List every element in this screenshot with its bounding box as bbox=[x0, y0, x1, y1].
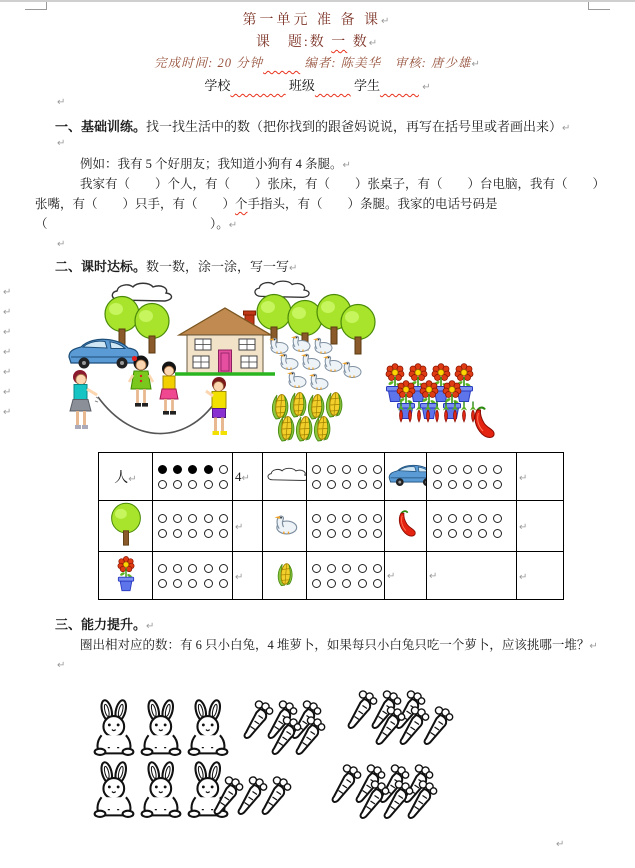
pilcrow-mark: ↵ bbox=[57, 97, 66, 108]
car-icon bbox=[69, 339, 138, 368]
girl-rope-turner-icon bbox=[70, 370, 99, 429]
section1-heading-bold: 一、基础训练。 bbox=[55, 119, 147, 134]
topic-underlined-char: 一 bbox=[331, 35, 348, 50]
empty-circle[interactable] bbox=[173, 529, 182, 538]
empty-circle[interactable] bbox=[173, 564, 182, 573]
section3-heading bbox=[55, 614, 605, 633]
count-table bbox=[98, 452, 564, 600]
class-blank-field[interactable] bbox=[315, 78, 351, 94]
pepper-icon bbox=[385, 501, 427, 552]
empty-circle[interactable] bbox=[219, 480, 228, 489]
empty-circle[interactable] bbox=[342, 514, 351, 523]
corn-group bbox=[272, 392, 342, 441]
empty-circle[interactable] bbox=[342, 465, 351, 474]
misspell-underlined-char: 个 bbox=[235, 197, 248, 211]
reviewer-label: 审核: 唐少雄 bbox=[394, 56, 472, 70]
count-circles-cell[interactable] bbox=[153, 552, 233, 600]
empty-circle[interactable] bbox=[358, 579, 367, 588]
empty-circle[interactable] bbox=[448, 480, 457, 489]
goose-icon bbox=[287, 372, 306, 387]
corn-icon bbox=[314, 416, 330, 441]
empty-circle[interactable] bbox=[204, 529, 213, 538]
count-circles-cell[interactable] bbox=[307, 501, 385, 552]
geese-flock bbox=[269, 336, 361, 389]
empty-circle[interactable] bbox=[433, 465, 442, 474]
corn-icon bbox=[272, 394, 288, 419]
counting-scene bbox=[0, 279, 635, 449]
carrot-pile-1[interactable] bbox=[240, 699, 326, 757]
empty-cell[interactable]: ↵ bbox=[427, 552, 517, 600]
time-label: 完成时间: 20 分钟 bbox=[154, 56, 264, 70]
empty-circle[interactable] bbox=[327, 465, 336, 474]
answer-cell[interactable]: ↵ bbox=[233, 552, 263, 600]
empty-circle[interactable] bbox=[188, 529, 197, 538]
margin-corner-mark-right bbox=[588, 2, 610, 10]
empty-circle[interactable] bbox=[173, 480, 182, 489]
goose-icon bbox=[309, 374, 328, 389]
empty-circle[interactable] bbox=[463, 480, 472, 489]
unit-title: 第一单元 准 备 课↵ bbox=[242, 13, 393, 28]
pilcrow-mark: ↵ bbox=[146, 621, 155, 632]
count-circles-cell[interactable] bbox=[427, 453, 517, 501]
goose-icon bbox=[263, 501, 307, 552]
empty-circle[interactable] bbox=[158, 579, 167, 588]
rabbits-and-carrots-figure bbox=[0, 683, 635, 868]
example-sentence: 例如：我有 5 个好朋友；我知道小狗有 4 条腿。↵ bbox=[80, 157, 351, 171]
carrot-icon bbox=[258, 775, 292, 817]
fill-in-paragraph[interactable]: 我家有（ ）个人，有（ ）张床，有（ ）张桌子，有（ ）台电脑，我有（ ）张嘴，有（ ）只手，有（ ）个手指头，有（ ）条腿。我家的电话号码是（ ）。↵ bbox=[35, 177, 606, 231]
carrot-icon bbox=[292, 715, 326, 757]
empty-circle[interactable] bbox=[358, 480, 367, 489]
empty-circle[interactable] bbox=[478, 529, 487, 538]
empty-circle[interactable] bbox=[448, 514, 457, 523]
empty-circle[interactable] bbox=[358, 465, 367, 474]
worksheet-header bbox=[0, 0, 635, 94]
filled-circle[interactable] bbox=[173, 465, 182, 474]
empty-circle[interactable] bbox=[342, 564, 351, 573]
answer-cell[interactable]: ↵ bbox=[517, 552, 564, 600]
goose-icon bbox=[301, 354, 320, 369]
empty-circle[interactable] bbox=[188, 564, 197, 573]
section1-heading bbox=[55, 116, 605, 135]
empty-circle[interactable] bbox=[219, 579, 228, 588]
rabbit-icon bbox=[139, 699, 183, 757]
filled-circle[interactable] bbox=[204, 465, 213, 474]
empty-circle[interactable] bbox=[493, 529, 502, 538]
goose-icon bbox=[313, 338, 332, 353]
empty-circle[interactable] bbox=[219, 529, 228, 538]
empty-circle[interactable] bbox=[158, 529, 167, 538]
empty-circle[interactable] bbox=[463, 529, 472, 538]
empty-circle[interactable] bbox=[173, 514, 182, 523]
car-icon bbox=[385, 453, 427, 501]
tree-icon bbox=[99, 501, 153, 552]
paragraph-marks-column: ↵ ↵ ↵ ↵ ↵ ↵ ↵ bbox=[3, 287, 12, 418]
tree-icon bbox=[341, 305, 375, 355]
pilcrow-mark: ↵ bbox=[57, 138, 66, 149]
empty-circle[interactable] bbox=[448, 529, 457, 538]
empty-circle[interactable] bbox=[312, 579, 321, 588]
rabbit-icon bbox=[92, 699, 136, 757]
empty-circle[interactable] bbox=[204, 514, 213, 523]
empty-circle[interactable] bbox=[478, 465, 487, 474]
section2-heading-rest: 数一数，涂一涂，写一写 bbox=[146, 259, 290, 274]
empty-circle[interactable] bbox=[312, 480, 321, 489]
answer-cell[interactable]: ↵ bbox=[517, 501, 564, 552]
empty-circle[interactable] bbox=[327, 579, 336, 588]
carrot-icon bbox=[404, 779, 438, 821]
empty-circle[interactable] bbox=[433, 529, 442, 538]
school-label: 学校 bbox=[204, 78, 231, 93]
tree-icon bbox=[135, 304, 169, 354]
empty-circle[interactable] bbox=[188, 514, 197, 523]
tree-icon bbox=[105, 297, 139, 347]
empty-circle[interactable] bbox=[312, 465, 321, 474]
jump-rope bbox=[98, 397, 216, 434]
count-circles-cell[interactable] bbox=[307, 453, 385, 501]
empty-circle[interactable] bbox=[327, 564, 336, 573]
goose-icon bbox=[323, 356, 342, 371]
empty-circle[interactable] bbox=[478, 514, 487, 523]
lesson-topic: 课 题:数 一 数↵ bbox=[255, 35, 380, 50]
pepper-icon bbox=[461, 402, 467, 423]
empty-circle[interactable] bbox=[373, 465, 382, 474]
empty-circle[interactable] bbox=[312, 529, 321, 538]
corn-icon bbox=[326, 392, 342, 417]
empty-circle[interactable] bbox=[219, 465, 228, 474]
empty-circle[interactable] bbox=[463, 465, 472, 474]
corn-icon bbox=[278, 416, 294, 441]
empty-circle[interactable] bbox=[433, 480, 442, 489]
object-label: 人↵ bbox=[99, 453, 153, 501]
empty-circle[interactable] bbox=[219, 564, 228, 573]
corn-icon bbox=[290, 392, 306, 417]
empty-circle[interactable] bbox=[463, 514, 472, 523]
meta-line bbox=[0, 53, 635, 71]
count-circles-cell[interactable] bbox=[307, 552, 385, 600]
filled-circle[interactable] bbox=[188, 465, 197, 474]
cloud-icon bbox=[263, 453, 307, 501]
corn-icon bbox=[308, 394, 324, 419]
carrot-icon bbox=[420, 705, 454, 747]
count-table-row bbox=[99, 552, 564, 600]
empty-circle[interactable] bbox=[373, 579, 382, 588]
rabbit-icon bbox=[139, 761, 183, 819]
time-blank-field[interactable] bbox=[263, 56, 300, 71]
answer-cell[interactable]: ↵ bbox=[517, 453, 564, 501]
empty-circle[interactable] bbox=[358, 529, 367, 538]
pilcrow-mark: ↵ bbox=[422, 82, 431, 93]
empty-circle[interactable] bbox=[448, 465, 457, 474]
section3-question: 圈出相对应的数：有 6 只小白兔，4 堆萝卜，如果每只小白兔只吃一个萝卜，应该挑哪一堆？↵ bbox=[80, 638, 598, 652]
empty-circle[interactable] bbox=[433, 514, 442, 523]
goose-icon bbox=[269, 338, 288, 353]
empty-circle[interactable] bbox=[173, 579, 182, 588]
rabbit-icon bbox=[186, 699, 230, 757]
empty-circle[interactable] bbox=[478, 480, 487, 489]
student-blank-field[interactable] bbox=[380, 78, 419, 94]
pilcrow-mark: ↵ bbox=[562, 123, 571, 134]
pilcrow-mark: ↵ bbox=[381, 16, 393, 27]
count-table-row bbox=[99, 453, 564, 501]
pilcrow-mark: ↵ bbox=[342, 160, 351, 171]
pilcrow-mark: ↵ bbox=[57, 660, 66, 671]
empty-circle[interactable] bbox=[158, 514, 167, 523]
answer-cell[interactable]: 4↵ bbox=[233, 453, 263, 501]
section1-heading-rest: 找一找生活中的数（把你找到的跟爸妈说说，再写在括号里或者画出来） bbox=[146, 119, 563, 134]
section2-heading bbox=[55, 256, 605, 275]
student-label: 学生 bbox=[353, 78, 380, 93]
pilcrow-mark: ↵ bbox=[368, 38, 380, 49]
editor-label: 编者: 陈美华 bbox=[304, 56, 382, 70]
empty-circle[interactable] bbox=[493, 480, 502, 489]
answer-cell[interactable]: ↵ bbox=[233, 501, 263, 552]
empty-circle[interactable] bbox=[204, 480, 213, 489]
empty-circle[interactable] bbox=[358, 564, 367, 573]
carrot-pile-3[interactable] bbox=[344, 689, 454, 747]
corn-icon bbox=[296, 416, 312, 441]
empty-circle[interactable] bbox=[342, 579, 351, 588]
count-circles-cell[interactable] bbox=[153, 501, 233, 552]
empty-circle[interactable] bbox=[493, 465, 502, 474]
count-circles-cell[interactable] bbox=[427, 501, 517, 552]
empty-circle[interactable] bbox=[327, 480, 336, 489]
pilcrow-mark: ↵ bbox=[57, 239, 66, 250]
identity-line bbox=[0, 75, 635, 94]
carrot-pile-4[interactable] bbox=[328, 763, 438, 821]
girl-yellow-top-icon bbox=[160, 362, 178, 415]
rabbit-icon bbox=[92, 761, 136, 819]
empty-circle[interactable] bbox=[204, 579, 213, 588]
section2-heading-bold: 二、课时达标。 bbox=[55, 259, 147, 274]
empty-circle[interactable] bbox=[373, 514, 382, 523]
count-circles-cell[interactable] bbox=[153, 453, 233, 501]
empty-circle[interactable] bbox=[373, 529, 382, 538]
pilcrow-mark: ↵ bbox=[289, 263, 298, 274]
filled-circle[interactable] bbox=[158, 465, 167, 474]
empty-cell[interactable]: ↵ bbox=[385, 552, 427, 600]
empty-circle[interactable] bbox=[327, 514, 336, 523]
empty-circle[interactable] bbox=[327, 529, 336, 538]
pilcrow-mark: ↵ bbox=[589, 641, 598, 652]
empty-circle[interactable] bbox=[158, 564, 167, 573]
empty-circle[interactable] bbox=[188, 579, 197, 588]
pilcrow-mark: ↵ bbox=[471, 59, 481, 70]
class-label: 班级 bbox=[288, 78, 315, 93]
goose-icon bbox=[279, 354, 298, 369]
empty-circle[interactable] bbox=[312, 514, 321, 523]
corn-icon bbox=[263, 552, 307, 600]
empty-circle[interactable] bbox=[342, 480, 351, 489]
scene-illustration bbox=[38, 279, 558, 447]
school-blank-field[interactable] bbox=[230, 78, 285, 94]
pilcrow-mark: ↵ bbox=[228, 220, 238, 231]
empty-circle[interactable] bbox=[204, 564, 213, 573]
empty-circle[interactable] bbox=[188, 480, 197, 489]
empty-circle[interactable] bbox=[373, 564, 382, 573]
empty-circle[interactable] bbox=[493, 514, 502, 523]
pilcrow-mark: ↵ bbox=[556, 839, 565, 850]
big-pepper-icon bbox=[475, 408, 494, 438]
page-top-border bbox=[0, 0, 635, 2]
boy-rope-turner-icon bbox=[206, 377, 227, 435]
empty-circle[interactable] bbox=[158, 480, 167, 489]
count-table-row bbox=[99, 501, 564, 552]
empty-circle[interactable] bbox=[312, 564, 321, 573]
empty-circle[interactable] bbox=[342, 529, 351, 538]
empty-circle[interactable] bbox=[373, 480, 382, 489]
margin-corner-mark-left bbox=[25, 2, 47, 10]
flowerpot-icon bbox=[99, 552, 153, 600]
cloud-icon bbox=[255, 281, 309, 297]
flower-pot-group bbox=[386, 364, 473, 419]
carrot-pile-2[interactable] bbox=[210, 775, 292, 817]
empty-circle[interactable] bbox=[219, 514, 228, 523]
empty-circle[interactable] bbox=[358, 514, 367, 523]
goose-icon bbox=[342, 362, 361, 377]
section3-heading-bold: 三、能力提升。 bbox=[55, 617, 147, 632]
